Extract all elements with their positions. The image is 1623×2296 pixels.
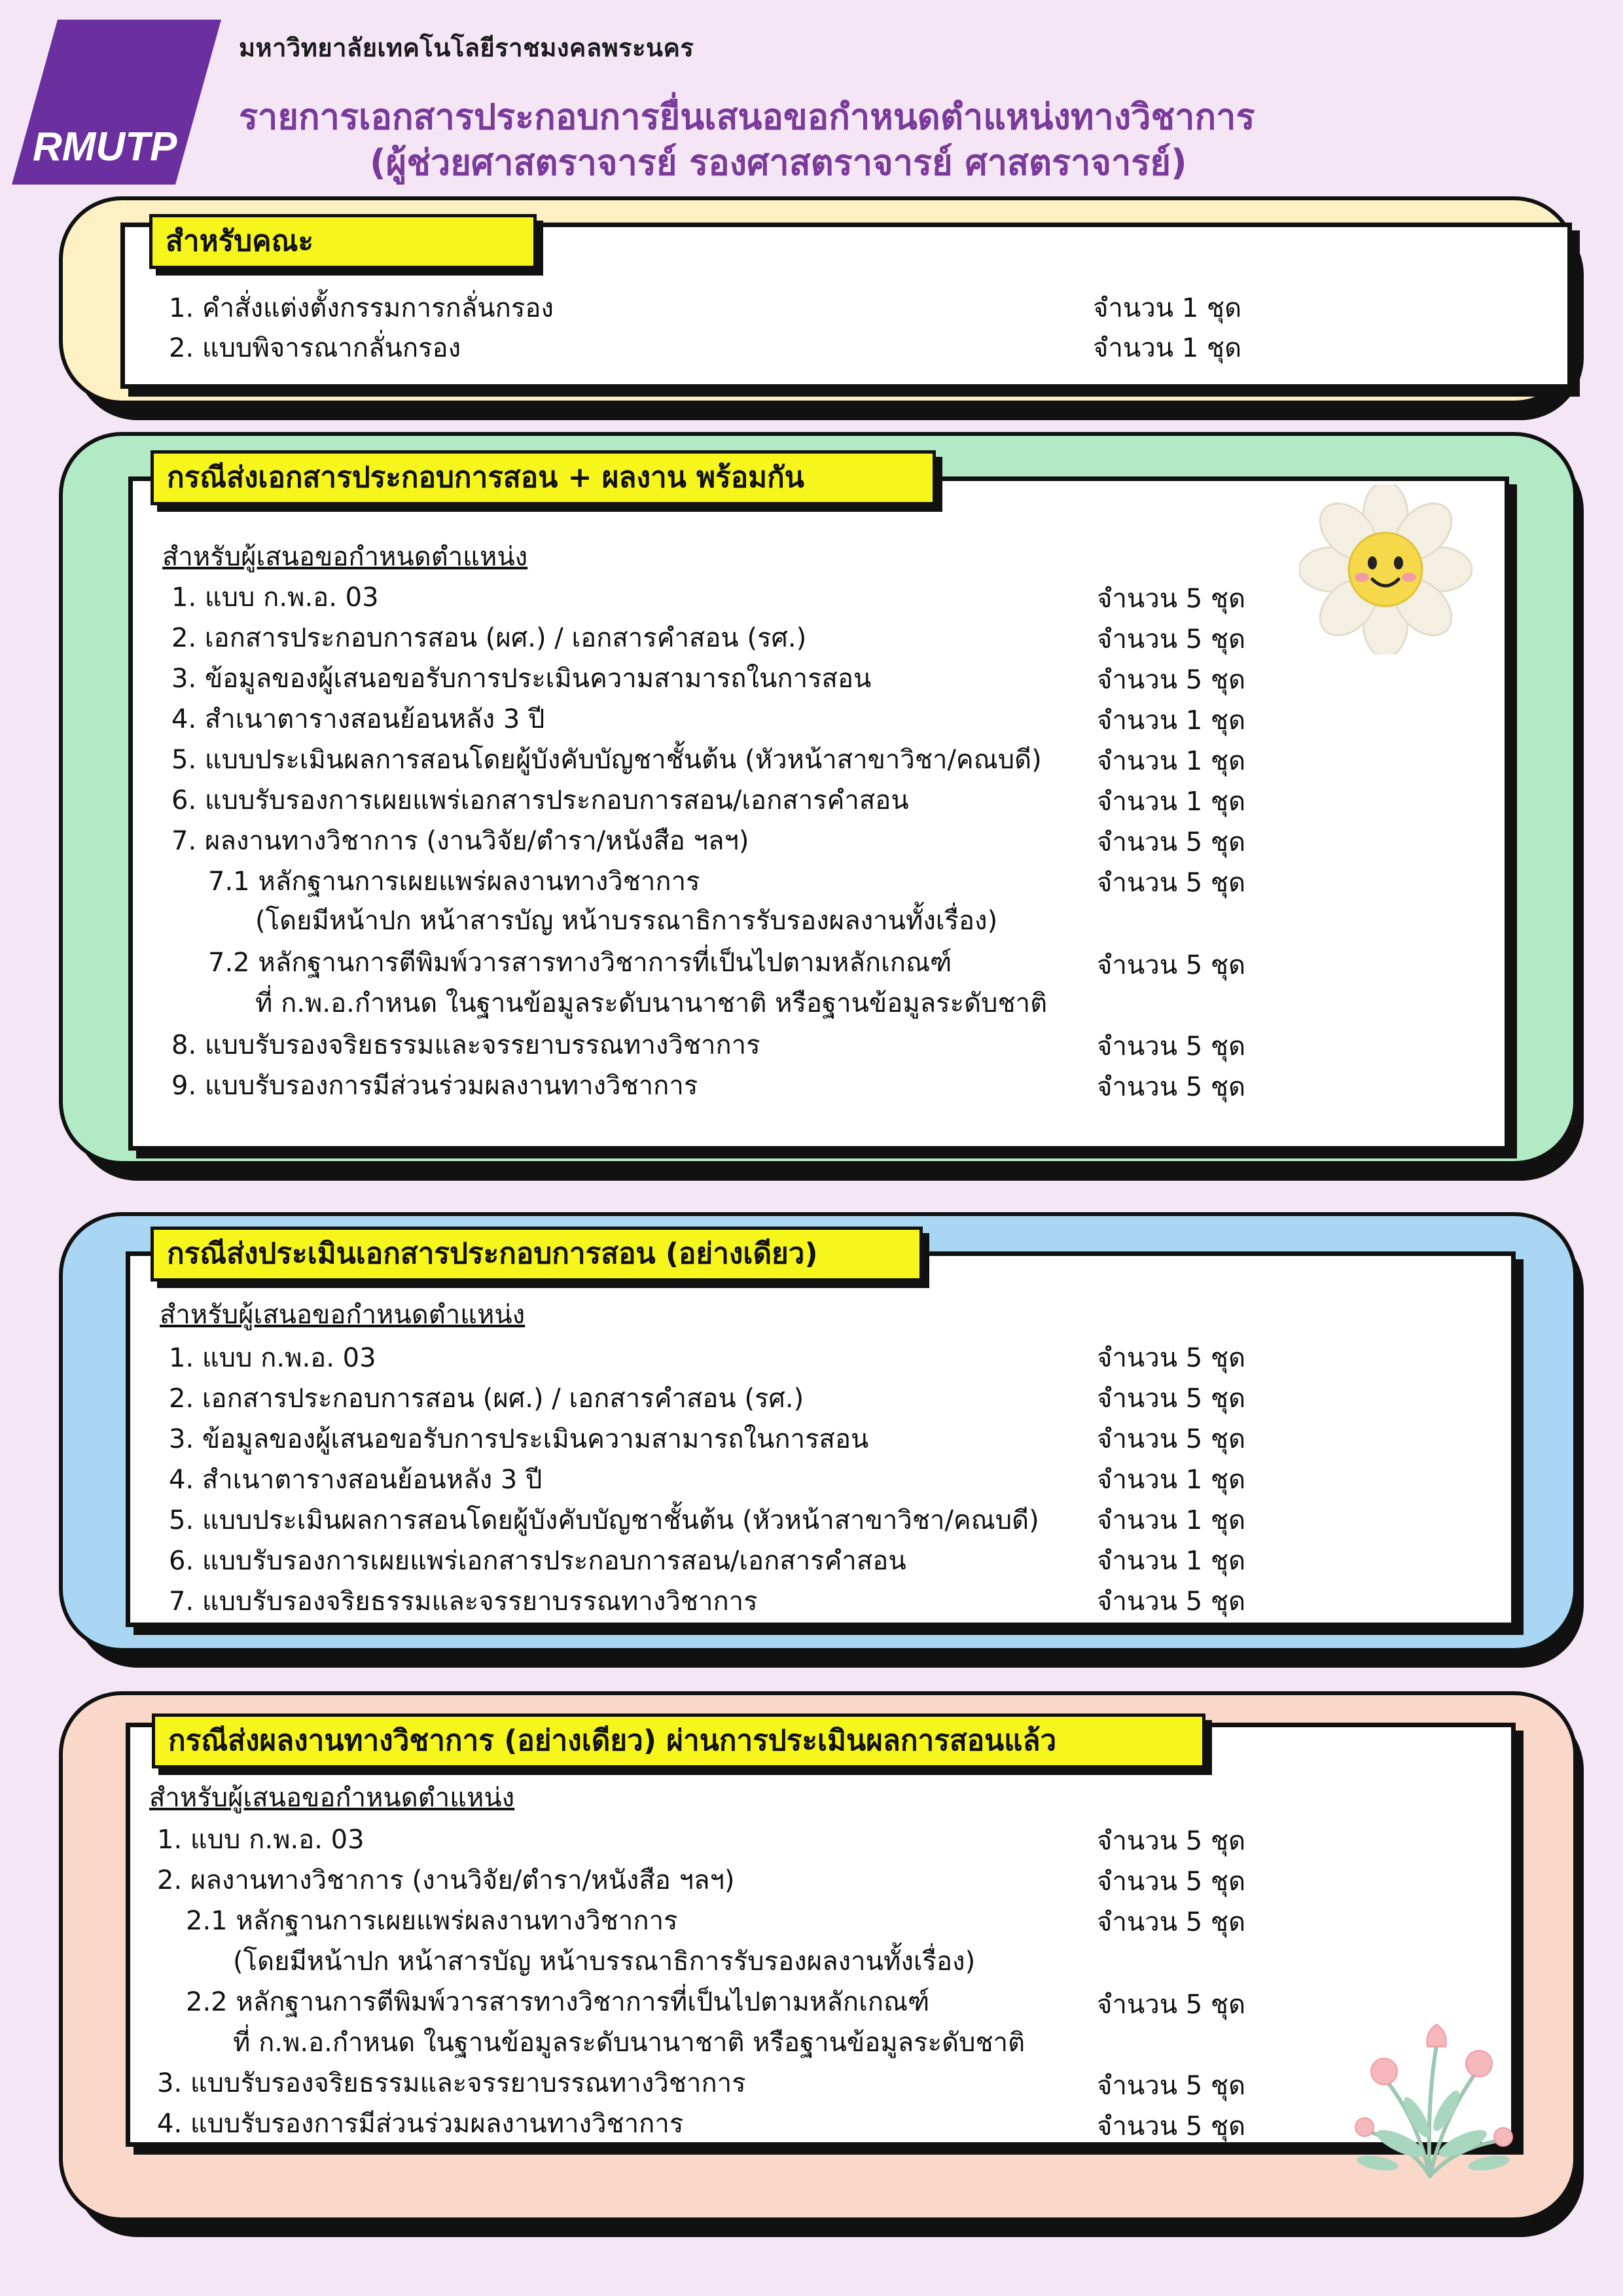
section-teaching-and-works-title: กรณีส่งเอกสารประกอบการสอน + ผลงาน พร้อมกัน [151,450,936,505]
rmutp-logo [12,20,221,185]
list-item-qty: จำนวน 1 ชุด [1097,746,1246,776]
section-subtitle: สำหรับผู้เสนอขอกำหนดตำแหน่ง [149,1783,515,1813]
list-item-qty: จำนวน 1 ชุด [1097,706,1246,736]
list-item-qty: จำนวน 5 ชุด [1097,1072,1246,1102]
section-teaching-only-title: กรณีส่งประเมินเอกสารประกอบการสอน (อย่างเดียว) [151,1227,923,1282]
list-item-qty: จำนวน 1 ชุด [1093,333,1242,363]
list-item-qty: จำนวน 5 ชุด [1097,1587,1246,1617]
list-item-qty: จำนวน 5 ชุด [1097,827,1246,857]
list-item: 7.2 หลักฐานการตีพิมพ์วารสารทางวิชาการที่เป็นไปตามหลักเกณฑ์ [208,948,952,978]
list-item: 6. แบบรับรองการเผยแพร่เอกสารประกอบการสอน/เอกสารคำสอน [169,1546,906,1576]
list-item-qty: จำนวน 5 ชุด [1097,1867,1246,1897]
list-item: 1. แบบ ก.พ.อ. 03 [157,1825,365,1855]
section-subtitle: สำหรับผู้เสนอขอกำหนดตำแหน่ง [160,1300,526,1330]
list-item: 1. แบบ ก.พ.อ. 03 [169,1343,376,1373]
list-item-qty: จำนวน 5 ชุด [1097,624,1246,655]
list-item: 4. สำเนาตารางสอนย้อนหลัง 3 ปี [169,1465,543,1495]
list-item-qty: จำนวน 5 ชุด [1097,1384,1246,1414]
list-item: 3. แบบรับรองจริยธรรมและจรรยาบรรณทางวิชาการ [157,2068,746,2098]
university-name: มหาวิทยาลัยเทคโนโลยีราชมงคลพระนคร [239,33,694,62]
page-subtitle: (ผู้ช่วยศาสตราจารย์ รองศาสตราจารย์ ศาสตราจารย์) [370,142,1187,183]
list-item-qty: จำนวน 5 ชุด [1097,950,1246,980]
list-item-qty: จำนวน 1 ชุด [1093,293,1242,323]
list-item-qty: จำนวน 5 ชุด [1097,868,1246,898]
list-item: 1. คำสั่งแต่งตั้งกรรมการกลั่นกรอง [169,293,554,323]
page-title: รายการเอกสารประกอบการยื่นเสนอขอกำหนดตำแหน่งทางวิชาการ [239,96,1255,137]
list-item: 4. สำเนาตารางสอนย้อนหลัง 3 ปี [171,704,545,734]
list-item: 6. แบบรับรองการเผยแพร่เอกสารประกอบการสอน/เอกสารคำสอน [171,785,909,816]
list-item: 3. ข้อมูลของผู้เสนอขอรับการประเมินความสามารถในการสอน [171,664,872,694]
list-item: 3. ข้อมูลของผู้เสนอขอรับการประเมินความสามารถในการสอน [169,1424,869,1454]
list-item: 2. แบบพิจารณากลั่นกรอง [169,333,461,363]
logo-text: RMUTP [33,124,177,170]
tulip-bouquet-icon [1338,2006,1528,2183]
list-item: 2. ผลงานทางวิชาการ (งานวิจัย/ตำรา/หนังสือ ฯลฯ) [157,1865,735,1895]
list-item-qty: จำนวน 1 ชุด [1097,1546,1246,1576]
list-item: 2.2 หลักฐานการตีพิมพ์วารสารทางวิชาการที่เป็นไปตามหลักเกณฑ์ [186,1987,930,2017]
list-item: (โดยมีหน้าปก หน้าสารบัญ หน้าบรรณาธิการรับรองผลงานทั้งเรื่อง) [233,1946,976,1977]
list-item: 7. แบบรับรองจริยธรรมและจรรยาบรรณทางวิชาการ [169,1587,758,1617]
list-item-qty: จำนวน 1 ชุด [1097,787,1246,817]
list-item-qty: จำนวน 5 ชุด [1097,1990,1246,2020]
list-item: ที่ ก.พ.อ.กำหนด ในฐานข้อมูลระดับนานาชาติ หรือฐานข้อมูลระดับชาติ [233,2028,1026,2058]
list-item-qty: จำนวน 5 ชุด [1097,2111,1246,2142]
list-item: 8. แบบรับรองจริยธรรมและจรรยาบรรณทางวิชาการ [171,1030,760,1060]
list-item-qty: จำนวน 5 ชุด [1097,1031,1246,1062]
list-item: 2.1 หลักฐานการเผยแพร่ผลงานทางวิชาการ [186,1906,678,1936]
smiling-flower-icon [1299,484,1472,655]
list-item: (โดยมีหน้าปก หน้าสารบัญ หน้าบรรณาธิการรับรองผลงานทั้งเรื่อง) [255,906,998,936]
list-item-qty: จำนวน 5 ชุด [1097,584,1246,614]
list-item: 2. เอกสารประกอบการสอน (ผศ.) / เอกสารคำสอน (รศ.) [169,1384,804,1414]
list-item: 4. แบบรับรองการมีส่วนร่วมผลงานทางวิชาการ [157,2109,684,2139]
section-works-only-title: กรณีส่งผลงานทางวิชาการ (อย่างเดียว) ผ่านการประเมินผลการสอนแล้ว [152,1713,1205,1768]
list-item-qty: จำนวน 1 ชุด [1097,1505,1246,1535]
list-item-qty: จำนวน 5 ชุด [1097,665,1246,695]
section-subtitle: สำหรับผู้เสนอขอกำหนดตำแหน่ง [162,542,528,572]
list-item-qty: จำนวน 5 ชุด [1097,1424,1246,1454]
list-item: 1. แบบ ก.พ.อ. 03 [171,583,379,613]
list-item: ที่ ก.พ.อ.กำหนด ในฐานข้อมูลระดับนานาชาติ หรือฐานข้อมูลระดับชาติ [255,988,1048,1018]
list-item-qty: จำนวน 5 ชุด [1097,2071,1246,2101]
list-item: 5. แบบประเมินผลการสอนโดยผู้บังคับบัญชาชั้นต้น (หัวหน้าสาขาวิชา/คณบดี) [171,745,1042,775]
list-item: 7.1 หลักฐานการเผยแพร่ผลงานทางวิชาการ [208,867,700,897]
list-item: 9. แบบรับรองการมีส่วนร่วมผลงานทางวิชาการ [171,1071,698,1101]
section-faculty-title: สำหรับคณะ [149,214,537,269]
list-item-qty: จำนวน 5 ชุด [1097,1907,1246,1937]
list-item-qty: จำนวน 5 ชุด [1097,1343,1246,1373]
list-item-qty: จำนวน 1 ชุด [1097,1465,1246,1495]
list-item: 7. ผลงานทางวิชาการ (งานวิจัย/ตำรา/หนังสือ ฯลฯ) [171,826,749,856]
list-item: 5. แบบประเมินผลการสอนโดยผู้บังคับบัญชาชั้นต้น (หัวหน้าสาขาวิชา/คณบดี) [169,1505,1039,1535]
list-item-qty: จำนวน 5 ชุด [1097,1826,1246,1856]
list-item: 2. เอกสารประกอบการสอน (ผศ.) / เอกสารคำสอน (รศ.) [171,623,807,653]
